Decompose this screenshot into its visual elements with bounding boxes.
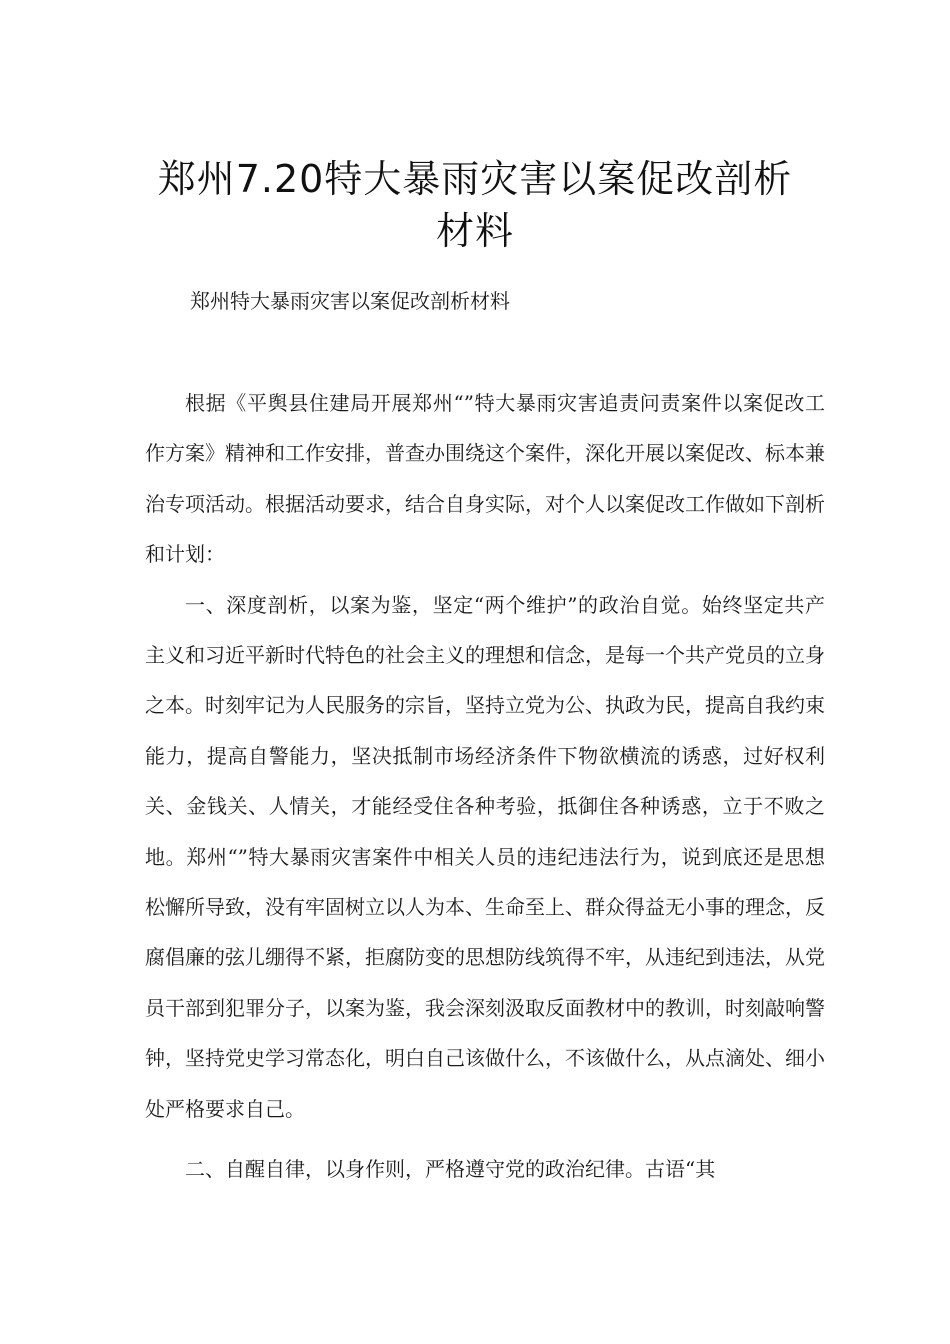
- document-title: [120, 153, 830, 257]
- paragraph-section-1: 一、深度剖析，以案为鉴，坚定“两个维护”的政治自觉。始终坚定共产主义和习近平新时代特色的社会主义的理想和信念，是每一个共产党员的立身之本。时刻牢记为人民服务的宗旨，坚持立党为公、执政为民，提高自我约束能力，提高自警能力，坚决抵制市场经济条件下物欲横流的诱惑，过好权利关、金钱关、人情关，才能经受住各种考验，抵御住各种诱惑，立于不败之地。郑州“”特大暴雨灾害案件中相关人员的违纪违法行为，说到底还是思想松懈所导致，没有牢固树立以人为本、生命至上、群众得益无小事的理念，反腐倡廉的弦儿绷得不紧，拒腐防变的思想防线筑得不牢，从违纪到违法，从党员干部到犯罪分子，以案为鉴，我会深刻汲取反面教材中的教训，时刻敲响警钟，坚持党史学习常态化，明白自己该做什么，不该做什么，从点滴处、细小处严格要求自己。: [145, 592, 825, 1121]
- paragraph-section-2: 二、自醒自律，以身作则，严格遵守党的政治纪律。古语“其: [185, 1157, 716, 1182]
- paragraph-intro: 根据《平舆县住建局开展郑州“”特大暴雨灾害追责问责案件以案促改工作方案》精神和工作安排，普查办围绕这个案件，深化开展以案促改、标本兼治专项活动。根据活动要求，结合自身实际，对个人以案促改工作做如下剖析和计划：: [145, 391, 825, 567]
- document-subtitle: 郑州特大暴雨灾害以案促改剖析材料: [190, 289, 510, 313]
- title-line-1: 郑州7.20特大暴雨灾害以案促改剖析: [157, 157, 793, 202]
- document-body: [145, 378, 825, 1195]
- title-line-2: 材料: [435, 209, 514, 254]
